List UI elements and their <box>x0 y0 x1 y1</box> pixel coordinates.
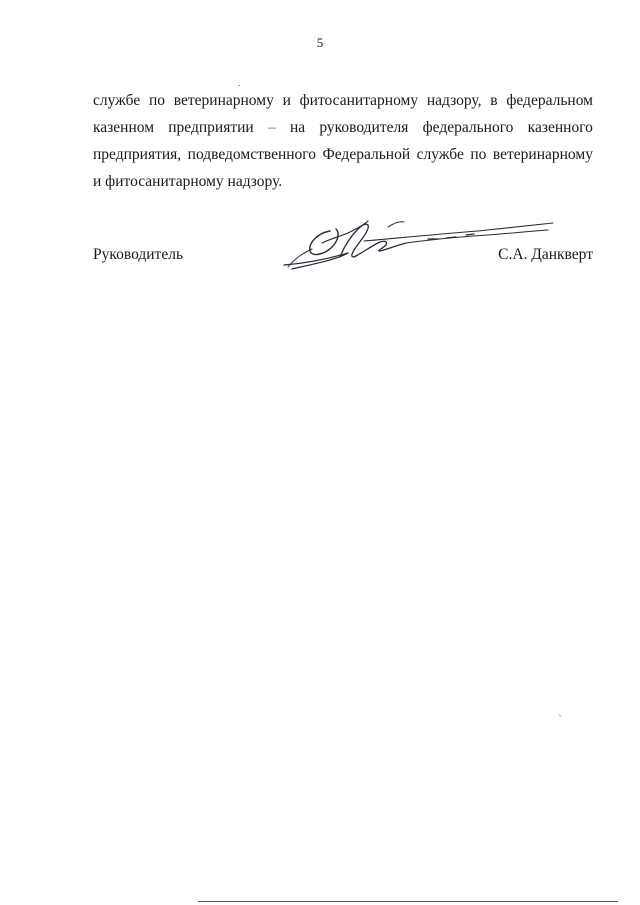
signer-name: С.А. Данкверт <box>498 246 593 263</box>
word: федерального <box>422 119 514 136</box>
word: казенном <box>93 119 155 136</box>
paragraph-line-2 <box>93 114 593 141</box>
scan-speck <box>559 714 561 716</box>
paragraph-line-1 <box>93 87 593 114</box>
signer-position: Руководитель <box>93 246 184 263</box>
word: надзору, <box>426 92 482 109</box>
scan-speck <box>238 85 240 86</box>
word: по <box>148 92 166 109</box>
scan-edge-line <box>198 901 618 902</box>
word: подведомственного <box>187 146 317 163</box>
word: по <box>470 146 487 163</box>
word: предприятия, <box>93 146 182 163</box>
paragraph-line-4: и фитосанитарному надзору. <box>93 173 283 190</box>
word: ветеринарному <box>492 146 593 163</box>
body-paragraph <box>93 87 593 195</box>
page-number: 5 <box>316 35 324 50</box>
word: федеральном <box>506 92 593 109</box>
word: казенного <box>527 119 593 136</box>
word: службе <box>93 92 141 109</box>
word: ветеринарному <box>173 92 274 109</box>
word: в <box>490 92 498 109</box>
word: службе <box>416 146 464 163</box>
word: на <box>289 119 306 136</box>
paragraph-line-3 <box>93 141 593 168</box>
word: фитосанитарному <box>299 92 419 109</box>
word: Федеральной <box>322 146 411 163</box>
word: и <box>282 92 291 109</box>
word: предприятии <box>168 119 254 136</box>
handwritten-signature <box>278 213 560 271</box>
dash: – <box>267 119 276 136</box>
word: руководителя <box>319 119 409 136</box>
